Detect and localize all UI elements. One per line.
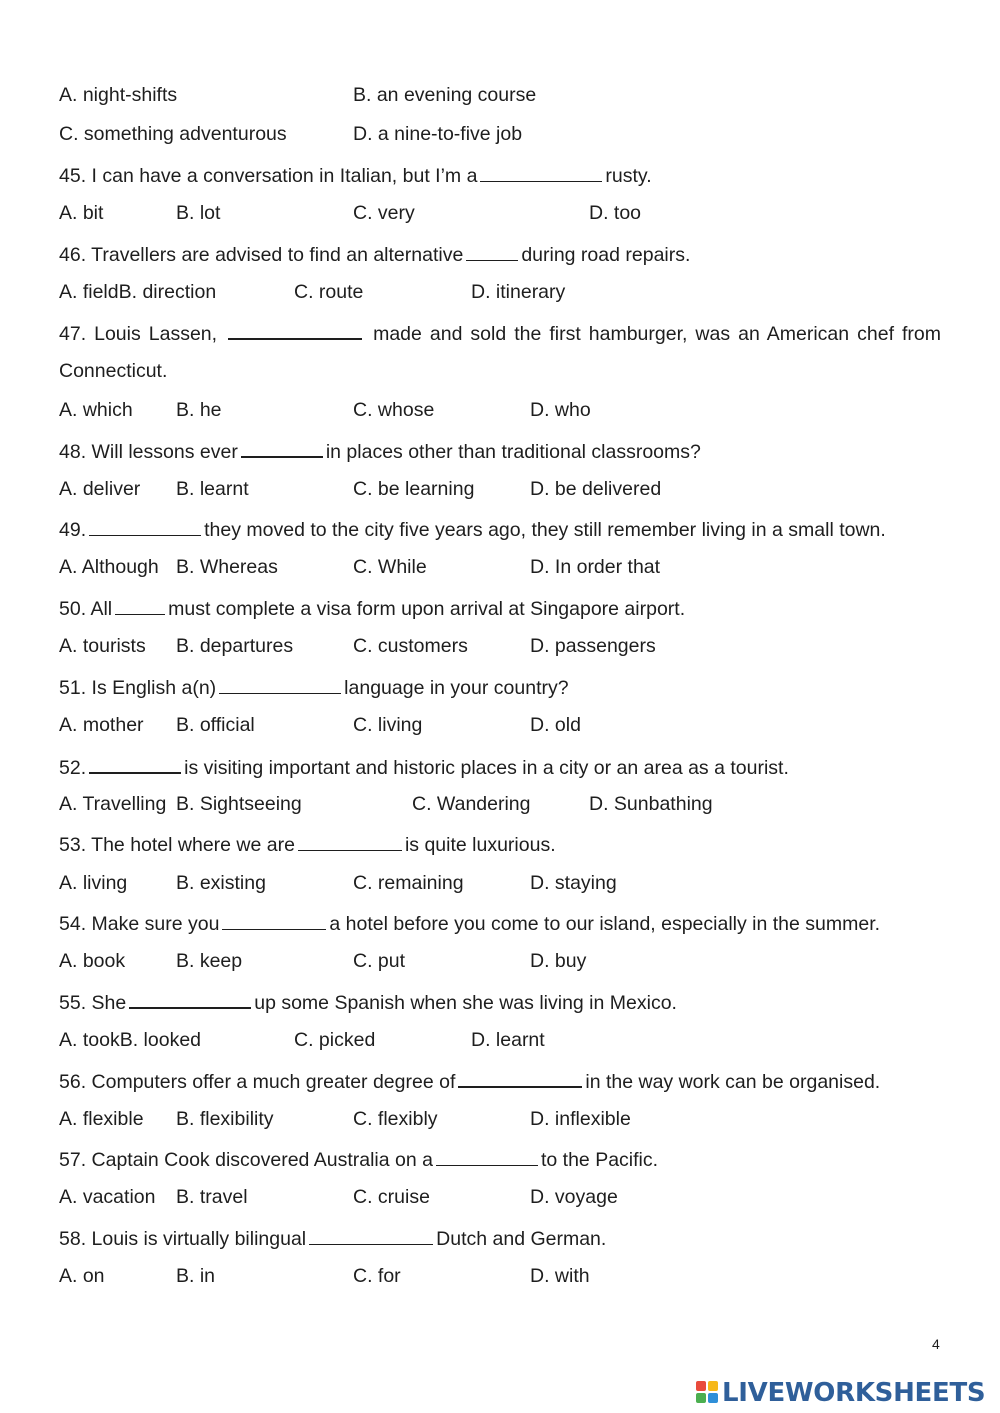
q45-option-a[interactable]: A. bit xyxy=(59,202,104,224)
q50-option-b[interactable]: B. departures xyxy=(176,635,294,657)
q44-option-c[interactable]: C. something adventurous xyxy=(59,123,287,145)
q51-option-c[interactable]: C. living xyxy=(353,714,423,736)
q46-option-c[interactable]: C. route xyxy=(294,281,364,303)
answer-blank[interactable] xyxy=(298,832,402,851)
q57-option-a[interactable]: A. vacation xyxy=(59,1186,156,1208)
q50-option-d[interactable]: D. passengers xyxy=(530,635,656,657)
q57-option-d[interactable]: D. voyage xyxy=(530,1186,618,1208)
question-57: 57. Captain Cook discovered Australia on a to the Pacific. xyxy=(59,1149,659,1171)
answer-blank[interactable] xyxy=(241,438,323,458)
q58-option-a[interactable]: A. on xyxy=(59,1265,105,1287)
q53-option-a[interactable]: A. living xyxy=(59,872,128,894)
answer-blank[interactable] xyxy=(89,517,201,536)
q49-option-d[interactable]: D. In order that xyxy=(530,556,661,578)
question-52: 52. is visiting important and historic places in a city or an area as a tourist. xyxy=(59,754,789,780)
q45-option-c[interactable]: C. very xyxy=(353,202,415,224)
question-47-continued: Connecticut. xyxy=(59,360,168,382)
q48-option-a[interactable]: A. deliver xyxy=(59,478,141,500)
answer-blank[interactable] xyxy=(219,675,341,694)
q55-option-c[interactable]: C. picked xyxy=(294,1029,376,1051)
q52-option-b[interactable]: B. Sightseeing xyxy=(176,793,302,815)
question-47: 47. Louis Lassen, made and sold the first hamburger, was an American chef from xyxy=(59,320,941,346)
answer-blank[interactable] xyxy=(466,242,518,261)
page-number: 4 xyxy=(932,1336,940,1352)
q49-option-c[interactable]: C. While xyxy=(353,556,427,578)
question-51: 51. Is English a(n) language in your country? xyxy=(59,677,569,699)
q53-option-b[interactable]: B. existing xyxy=(176,872,266,894)
q48-option-b[interactable]: B. learnt xyxy=(176,478,249,500)
q51-option-a[interactable]: A. mother xyxy=(59,714,144,736)
question-46: 46. Travellers are advised to find an alternative during road repairs. xyxy=(59,244,691,266)
q51-option-b[interactable]: B. official xyxy=(176,714,255,736)
q46-option-d[interactable]: D. itinerary xyxy=(471,281,566,303)
answer-blank[interactable] xyxy=(480,163,602,182)
q54-option-b[interactable]: B. keep xyxy=(176,950,243,972)
q45-option-d[interactable]: D. too xyxy=(589,202,642,224)
q51-option-d[interactable]: D. old xyxy=(530,714,581,736)
logo-squares-icon xyxy=(696,1381,720,1405)
answer-blank[interactable] xyxy=(436,1147,538,1166)
q56-option-a[interactable]: A. flexible xyxy=(59,1108,144,1130)
q57-option-c[interactable]: C. cruise xyxy=(353,1186,430,1208)
liveworksheets-logo xyxy=(696,1378,985,1408)
q56-option-d[interactable]: D. inflexible xyxy=(530,1108,631,1130)
q50-option-c[interactable]: C. customers xyxy=(353,635,468,657)
logo-text: LIVEWORKSHEETS xyxy=(722,1378,986,1408)
q57-option-b[interactable]: B. travel xyxy=(176,1186,248,1208)
q56-option-b[interactable]: B. flexibility xyxy=(176,1108,274,1130)
question-49: 49. they moved to the city five years ago, they still remember living in a small town. xyxy=(59,519,886,541)
q49-option-b[interactable]: B. Whereas xyxy=(176,556,278,578)
q54-option-a[interactable]: A. book xyxy=(59,950,126,972)
q44-option-b[interactable]: B. an evening course xyxy=(353,84,537,106)
q52-option-d[interactable]: D. Sunbathing xyxy=(589,793,713,815)
answer-blank[interactable] xyxy=(89,754,181,774)
q44-option-d[interactable]: D. a nine-to-five job xyxy=(353,123,523,145)
question-58: 58. Louis is virtually bilingual Dutch and German. xyxy=(59,1228,607,1250)
q44-option-a[interactable]: A. night-shifts xyxy=(59,84,178,106)
question-53: 53. The hotel where we are is quite luxurious. xyxy=(59,834,556,856)
q52-option-a[interactable]: A. Travelling xyxy=(59,793,167,815)
answer-blank[interactable] xyxy=(129,989,251,1009)
answer-blank[interactable] xyxy=(115,596,165,615)
q54-option-d[interactable]: D. buy xyxy=(530,950,587,972)
question-56: 56. Computers offer a much greater degree of in the way work can be organised. xyxy=(59,1068,880,1094)
q55-option-d[interactable]: D. learnt xyxy=(471,1029,545,1051)
q48-option-c[interactable]: C. be learning xyxy=(353,478,475,500)
q50-option-a[interactable]: A. tourists xyxy=(59,635,146,657)
q45-option-b[interactable]: B. lot xyxy=(176,202,221,224)
answer-blank[interactable] xyxy=(228,320,362,340)
q47-option-b[interactable]: B. he xyxy=(176,399,222,421)
q58-option-c[interactable]: C. for xyxy=(353,1265,401,1287)
q53-option-d[interactable]: D. staying xyxy=(530,872,617,894)
q58-option-b[interactable]: B. in xyxy=(176,1265,216,1287)
q52-option-c[interactable]: C. Wandering xyxy=(412,793,531,815)
q49-option-a[interactable]: A. Although xyxy=(59,556,159,578)
q53-option-c[interactable]: C. remaining xyxy=(353,872,464,894)
q56-option-c[interactable]: C. flexibly xyxy=(353,1108,438,1130)
q58-option-d[interactable]: D. with xyxy=(530,1265,590,1287)
question-45: 45. I can have a conversation in Italian, but I’m a rusty. xyxy=(59,165,652,187)
q55-option-ab[interactable]: A. tookB. looked xyxy=(59,1029,202,1051)
q47-option-c[interactable]: C. whose xyxy=(353,399,435,421)
question-54: 54. Make sure you a hotel before you come to our island, especially in the summer. xyxy=(59,913,881,935)
answer-blank[interactable] xyxy=(222,911,326,930)
q47-option-a[interactable]: A. which xyxy=(59,399,133,421)
question-48: 48. Will lessons ever in places other than traditional classrooms? xyxy=(59,438,701,464)
question-50: 50. All must complete a visa form upon arrival at Singapore airport. xyxy=(59,598,686,620)
q47-option-d[interactable]: D. who xyxy=(530,399,591,421)
question-55: 55. She up some Spanish when she was living in Mexico. xyxy=(59,989,677,1015)
q48-option-d[interactable]: D. be delivered xyxy=(530,478,662,500)
q54-option-c[interactable]: C. put xyxy=(353,950,406,972)
answer-blank[interactable] xyxy=(309,1226,433,1245)
answer-blank[interactable] xyxy=(458,1068,582,1088)
q46-option-ab[interactable]: A. fieldB. direction xyxy=(59,281,217,303)
